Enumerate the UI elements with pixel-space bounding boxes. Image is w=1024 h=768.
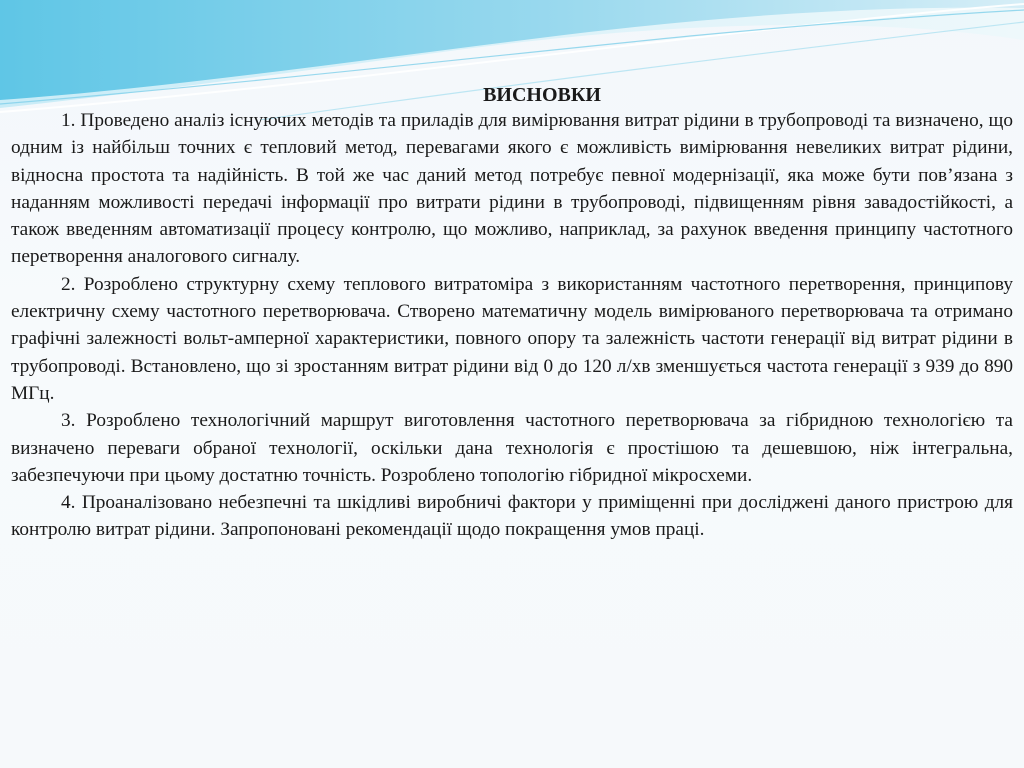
conclusion-paragraph-1: 1. Проведено аналіз існуючих методів та приладів для вимірювання витрат рідини в трубопроводі та визначено, що одним із найбільш точних є тепловий метод, перевагами якого є можливість вимірювання невеликих витрат рідини, відносна простота та надійність. В той же час даний метод потребує певної модернізації, яка може бути пов’язана з наданням можливості передачі інформації про витрати рідини в трубопроводі, підвищенням рівня завадостійкості, а також введенням автоматизації процесу контролю, що можливо, наприклад, за рахунок введення принципу частотного перетворення аналогового сигналу. (11, 110, 1013, 268)
conclusion-paragraph-4: 4. Проаналізовано небезпечні та шкідливі виробничі фактори у приміщенні при досліджені даного пристрою для контролю витрат рідини. Запропоновані рекомендації щодо покращення умов праці. (11, 492, 1013, 541)
slide-title: ВИСНОВКИ (483, 84, 601, 106)
slide-body (11, 107, 1013, 544)
conclusion-paragraph-2: 2. Розроблено структурну схему теплового витратоміра з використанням частотного перетворення, принципову електричну схему частотного перетворювача. Створено математичну модель вимірюваного перетворювача та отримано графічні залежності вольт-амперної характеристики, повного опору та залежність частоти генерації від витрат рідини в трубопроводі. Встановлено, що зі зростанням витрат рідини від 0 до 120 л/хв зменшується частота генерації з 939 до 890 МГц. (11, 273, 1013, 404)
conclusion-paragraph-3: 3. Розроблено технологічний маршрут виготовлення частотного перетворювача за гібридною технологією та визначено переваги обраної технології, оскільки дана технологія є простішою та дешевшою, ніж інтегральна, забезпечуючи при цьому достатню точність. Розроблено топологію гібридної мікросхеми. (11, 410, 1013, 486)
